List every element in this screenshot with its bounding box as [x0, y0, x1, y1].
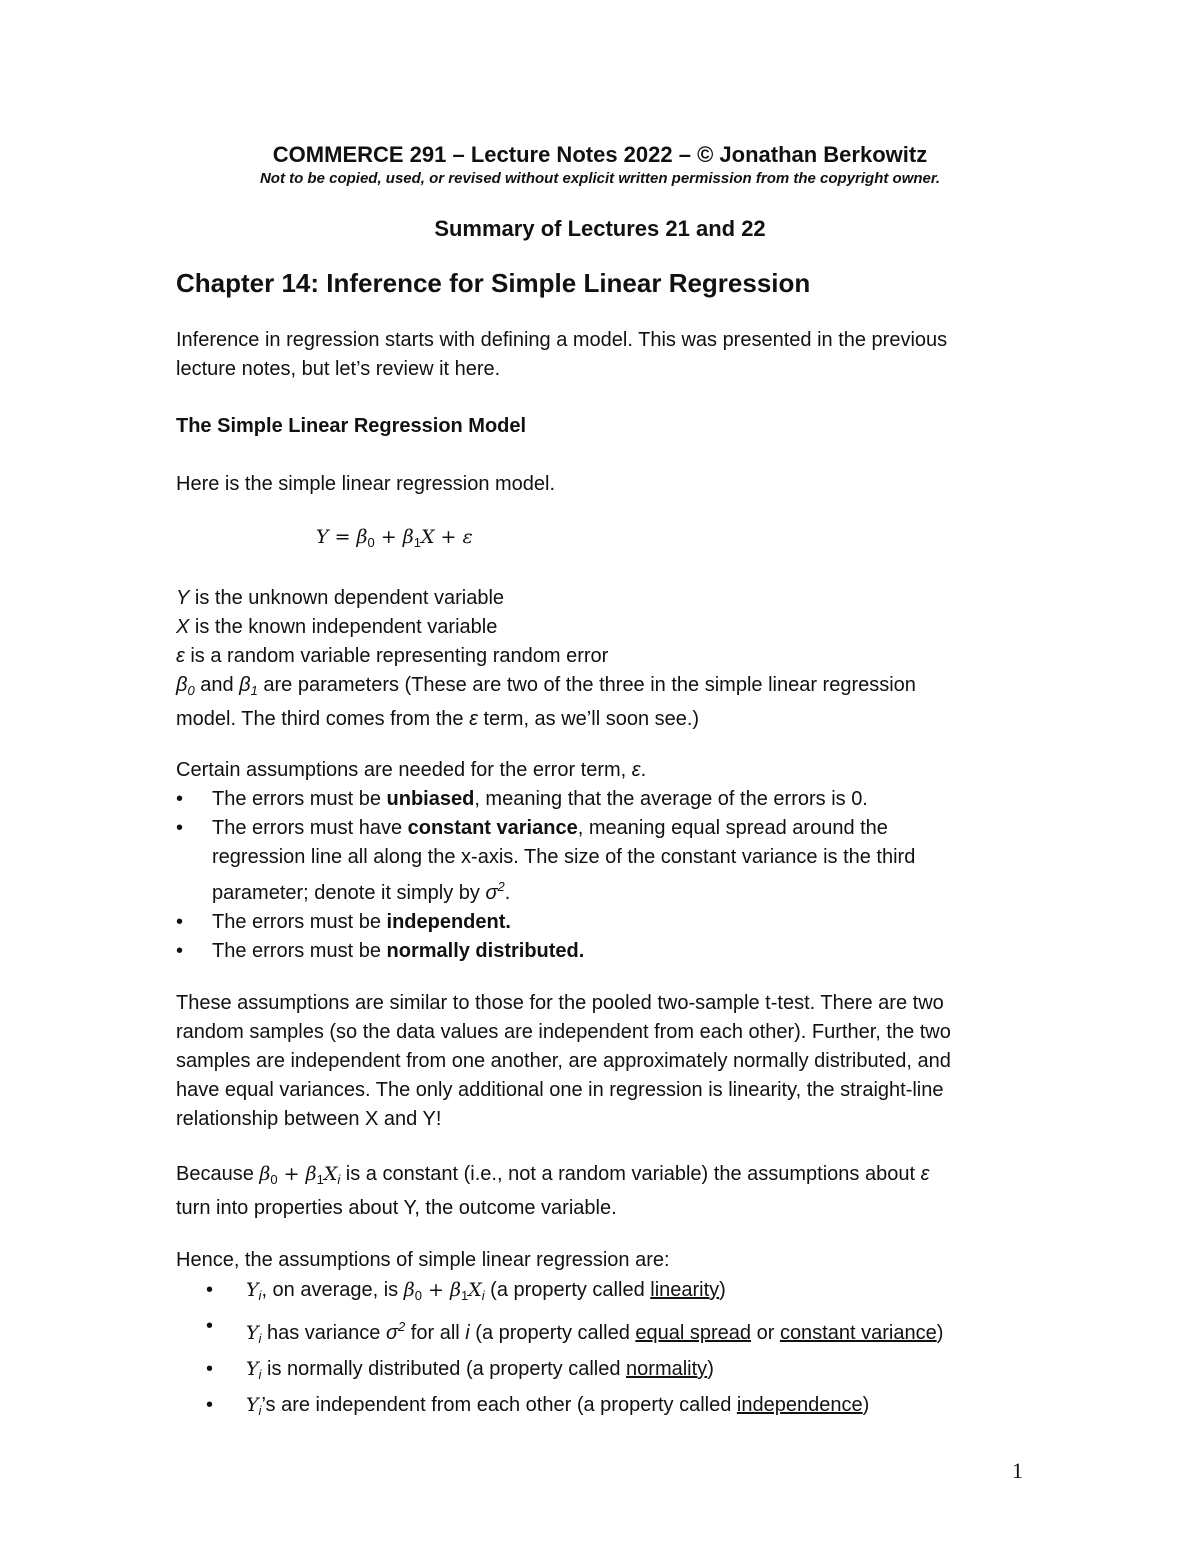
because-sub0: 0 — [270, 1172, 278, 1187]
assumptions-intro — [176, 756, 1036, 785]
def-x-text: is the known independent variable — [189, 616, 498, 638]
def-betas-text2b: term, as we’ll soon see.) — [477, 708, 700, 730]
def-epsilon-text: is a random variable representing random error — [184, 645, 609, 667]
similar-paragraph — [176, 989, 1036, 1134]
assumption-constant-variance — [176, 814, 1036, 908]
hence-normality — [176, 1354, 1036, 1390]
h3-y: Y — [246, 1358, 259, 1380]
h2-for: for all — [405, 1322, 466, 1344]
eq-y: Y — [316, 526, 329, 548]
h4-y: Y — [246, 1394, 259, 1416]
h4-mid: ’s are independent from each other (a property called — [261, 1394, 737, 1416]
hence-intro: Hence, the assumptions of simple linear regression are: — [176, 1249, 670, 1271]
regression-equation — [316, 526, 473, 550]
bullet-icon: • — [206, 1315, 214, 1337]
h1-y: Y — [246, 1279, 259, 1301]
def-epsilon-symbol: ε — [176, 645, 185, 667]
h3-post: ) — [707, 1358, 714, 1380]
h1-post-a: (a property called — [484, 1279, 651, 1301]
a1-pre: The errors must be — [212, 788, 387, 810]
h1-beta0: β — [403, 1279, 415, 1301]
model-intro — [176, 470, 1036, 499]
intro-line-2: lecture notes, but let’s review it here. — [176, 358, 501, 380]
h2-post-a: (a property called — [469, 1322, 636, 1344]
summary-title: Summary of Lectures 21 and 22 — [434, 216, 766, 241]
because-line-1 — [176, 1160, 1036, 1194]
because-sub1: 1 — [316, 1172, 324, 1187]
bullet-icon: • — [206, 1358, 214, 1380]
a2-sup: 2 — [497, 879, 505, 894]
because-eps: ε — [920, 1163, 930, 1185]
assumption-normal — [176, 937, 1036, 966]
assumptions-intro-a: Certain assumptions are needed for the error term, — [176, 759, 632, 781]
h4-sub-i: i — [258, 1403, 262, 1418]
similar-line-5: relationship between X and Y! — [176, 1108, 442, 1130]
h3-sub-i: i — [258, 1367, 262, 1382]
def-y — [176, 584, 1036, 613]
a2-line3-pre: parameter; denote it simply by — [212, 882, 486, 904]
intro-line-1: Inference in regression starts with defining a model. This was presented in the previous — [176, 329, 948, 351]
eq-plus1: + — [374, 526, 403, 548]
because-beta1: β — [305, 1163, 317, 1185]
assumptions-list — [176, 785, 1036, 966]
hence-equal-spread — [176, 1311, 1036, 1354]
hence-list — [176, 1275, 1036, 1426]
h1-sub-i: i — [258, 1288, 262, 1303]
model-intro-text: Here is the simple linear regression model. — [176, 473, 556, 495]
h2-sub-i: i — [258, 1331, 262, 1346]
a2-line2: regression line all along the x-axis. The size of the constant variance is the third — [212, 846, 916, 868]
eq-sub1: 1 — [413, 535, 421, 550]
because-pre: Because — [176, 1163, 260, 1185]
h3-underline: normality — [626, 1358, 708, 1380]
eq-x: X — [420, 526, 435, 548]
a4-bold: normally distributed. — [386, 940, 585, 962]
a2-post: , meaning equal spread around the — [577, 817, 888, 839]
bullet-icon: • — [176, 788, 184, 810]
h1-plus: + — [421, 1279, 450, 1301]
a3-pre: The errors must be — [212, 911, 387, 933]
a2-bold: constant variance — [407, 817, 578, 839]
h1-mid: , on average, is — [261, 1279, 404, 1301]
h3-mid: is normally distributed (a property called — [261, 1358, 627, 1380]
eq-epsilon: ε — [462, 526, 473, 548]
def-epsilon — [176, 642, 1036, 671]
def-beta1-sub: 1 — [250, 683, 258, 698]
because-x: X — [323, 1163, 338, 1185]
def-x-symbol: X — [176, 616, 190, 638]
header-title: COMMERCE 291 – Lecture Notes 2022 – © Jonathan Berkowitz — [272, 142, 928, 167]
because-beta0: β — [259, 1163, 271, 1185]
assumption-unbiased — [176, 785, 1036, 814]
h2-y: Y — [246, 1322, 259, 1344]
bullet-icon: • — [176, 817, 184, 839]
bullet-icon: • — [206, 1279, 214, 1301]
eq-plus2: + — [434, 526, 463, 548]
h2-underline-1: equal spread — [635, 1322, 752, 1344]
hence-linearity — [176, 1275, 1036, 1311]
assumptions-intro-eps: ε — [631, 759, 641, 781]
copyright-notice: Not to be copied, used, or revised without explicit written permission from the copyright owner. — [259, 170, 941, 187]
similar-line-4: have equal variances. The only additional one in regression is linearity, the straight-line — [176, 1079, 944, 1101]
page-number: 1 — [1012, 1458, 1023, 1483]
h2-post-b: ) — [936, 1322, 944, 1344]
h1-x: X — [468, 1279, 482, 1301]
def-betas-eps: ε — [469, 708, 478, 730]
def-beta0-sub: 0 — [187, 683, 195, 698]
h4-post: ) — [862, 1394, 870, 1416]
assumptions-section — [176, 756, 1036, 966]
def-beta0-symbol: β — [176, 674, 188, 696]
eq-sub0: 0 — [367, 535, 375, 550]
bullet-icon: • — [176, 911, 184, 933]
a4-pre: The errors must be — [212, 940, 387, 962]
h1-underline: linearity — [650, 1279, 720, 1301]
eq-equals: = — [328, 526, 357, 548]
h1-beta1: β — [449, 1279, 461, 1301]
because-paragraph — [176, 1160, 1036, 1223]
eq-beta1: β — [402, 526, 414, 548]
h2-sigma: σ — [385, 1322, 399, 1344]
def-x — [176, 613, 1036, 642]
a1-post: , meaning that the average of the errors is 0. — [474, 788, 868, 810]
similar-line-3: samples are independent from one another, are approximately normally distributed, and — [176, 1050, 951, 1072]
intro-paragraph — [176, 326, 1036, 384]
def-y-symbol: Y — [176, 587, 190, 609]
bullet-icon: • — [176, 940, 184, 962]
assumption-independent — [176, 908, 1036, 937]
h2-i: i — [465, 1322, 470, 1344]
definitions-list — [176, 584, 1036, 734]
h1-x-sub-i: i — [481, 1288, 485, 1303]
h4-underline: independence — [736, 1394, 863, 1416]
a2-pre: The errors must have — [212, 817, 408, 839]
a2-line3-post: . — [504, 882, 511, 904]
hence-section — [176, 1246, 1036, 1426]
h2-underline-2: constant variance — [779, 1322, 937, 1344]
a3-bold: independent. — [386, 911, 511, 933]
h2-mid: has variance — [261, 1322, 386, 1344]
because-line-2: turn into properties about Y, the outcome variable. — [176, 1197, 617, 1219]
section-heading: The Simple Linear Regression Model — [176, 415, 527, 437]
a1-bold: unbiased — [386, 788, 475, 810]
h2-sup: 2 — [398, 1319, 406, 1334]
def-betas-text: are parameters (These are two of the three in the simple linear regression — [257, 674, 916, 696]
similar-line-1: These assumptions are similar to those for the pooled two-sample t-test. There are two — [176, 992, 944, 1014]
def-and: and — [194, 674, 240, 696]
def-betas — [176, 671, 1036, 705]
because-sub-i: i — [337, 1172, 341, 1187]
chapter-title: Chapter 14: Inference for Simple Linear Regression — [176, 268, 811, 298]
h1-sub1: 1 — [460, 1288, 469, 1303]
because-mid: is a constant (i.e., not a random variable) the assumptions about — [340, 1163, 921, 1185]
a2-sigma: σ — [485, 882, 498, 904]
h2-or: or — [751, 1322, 780, 1344]
similar-line-2: random samples (so the data values are independent from each other). Further, the two — [176, 1021, 951, 1043]
h1-post-b: ) — [719, 1279, 726, 1301]
bullet-icon: • — [206, 1394, 214, 1416]
def-beta1-symbol: β — [239, 674, 251, 696]
h1-sub0: 0 — [414, 1288, 422, 1303]
def-betas-text2a: model. The third comes from the — [176, 708, 470, 730]
because-plus: + — [277, 1163, 306, 1185]
eq-beta0: β — [356, 526, 368, 548]
assumptions-intro-b: . — [640, 759, 647, 781]
hence-independence — [176, 1390, 1036, 1426]
def-betas-line-2 — [176, 705, 1036, 734]
def-y-text: is the unknown dependent variable — [189, 587, 505, 609]
